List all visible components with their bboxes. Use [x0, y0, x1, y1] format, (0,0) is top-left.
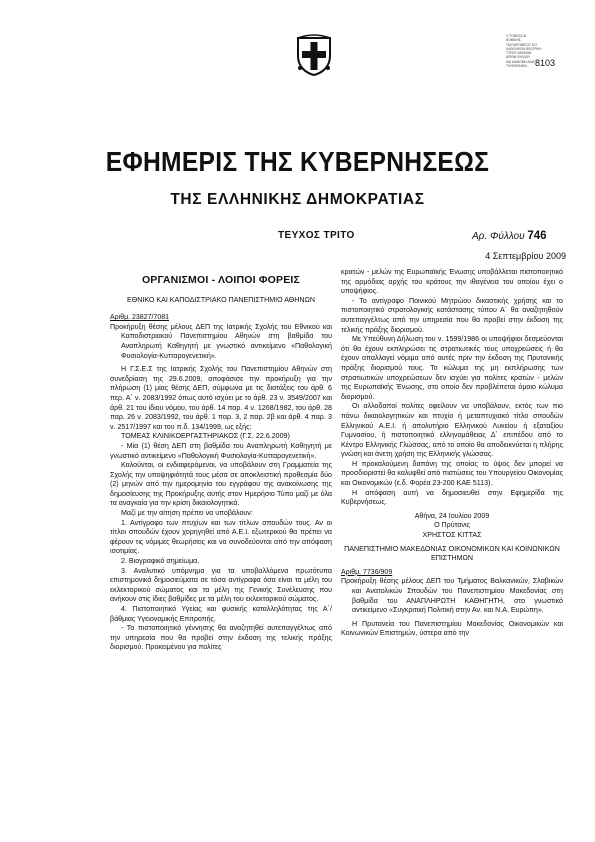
decision-reference: Αριθμ. 7736/909	[341, 568, 393, 576]
sheet-number	[472, 230, 547, 242]
institution-heading: ΕΘΝΙΚΟ ΚΑΙ ΚΑΠΟΔΙΣΤΡΙΑΚΟ ΠΑΝΕΠΙΣΤΗΜΙΟ ΑΘΗΝΩΝ	[127, 295, 315, 304]
masthead-subtitle: ΤΗΣ ΕΛΛΗΝΙΚΗΣ ΔΗΜΟΚΡΑΤΙΑΣ	[170, 191, 425, 208]
paragraph: 3. Αναλυτικό υπόμνημα για τα υποβαλλόμενα πρωτότυπα επιστημονικά δημοσιεύματα σε τόσα αντίγραφα όσα είναι τα μέλη του εκλεκτορικού σώματος και τα μέλη της Γενικής Συνέλευσης που ανήκουν στις ίδιες βαθμίδες με τα μέλη του εκλεκτορικού σώματος.	[110, 566, 332, 604]
decision-summary: Προκήρυξη θέσης μέλους ΔΕΠ του Τμήματος Βαλκανικών, Σλαβικών και Ανατολικών Σπουδών του Πανεπιστημίου Μακεδονίας στη βαθμίδα του ΑΝΑΠΛΗΡΩΤΗ ΚΑΘΗΓΗΤΗ, στο γνωστικό αντικείμενο «Συγκριτική Πολιτική στην Αν. και Ν.Α. Ευρώπη».	[341, 577, 563, 615]
paragraph: - Το αντίγραφο Ποινικού Μητρώου δικαστικής χρήσης και το πιστοποιητικό στρατολογικής κατάστασης τύπου Α΄ θα αναζητηθούν αυτεπαγγέλτως από την υπηρεσία που θα προβεί στην έκδοση της τελικής πράξης διορισμού.	[341, 296, 563, 334]
paragraph: Η προκαλούμενη δαπάνη της οποίας το ύψος δεν μπορεί να προσδιοριστεί θα καλυφθεί από πιστώσεις του Υπουργείου Οικονομίας και Οικονομικών (ε.δ. Φορέα 23-200 ΚΑΕ 5113).	[341, 459, 563, 488]
issue-series: ΤΕΥΧΟΣ ΤΡΙΤΟ	[278, 230, 355, 241]
paragraph: Η Πρυτανεία του Πανεπιστημίου Μακεδονίας Οικονομικών και Κοινωνικών Επιστημών, ύστερα από την	[341, 619, 563, 638]
signature-title: Ο Πρύτανις	[434, 521, 470, 530]
paragraph: ΤΟΜΕΑΣ ΚΛΙΝΙΚΟΕΡΓΑΣΤΗΡΙΑΚΟΣ (Γ.Σ. 22.6.2009)	[121, 432, 290, 441]
decision-reference: Αριθμ. 23827/7081	[110, 314, 170, 322]
sheet-number-value: 746	[527, 230, 547, 242]
paragraph: Καλούνται, οι ενδιαφερόμενοι, να υποβάλουν στη Γραμματεία της Σχολής την υποψηφιότητά τους μέσα σε αποκλειστική προθεσμία δύο (2) μηνών από την ημερομηνία του εγγράφου της ανακοίνωσης της δημοσίευσης της Προκήρυξης αυτής στον Ημερήσιο Τύπο μαζί με όλα τα αναγκαία για την κρίση δικαιολογητικά.	[110, 461, 332, 508]
signature-name: ΧΡΗΣΤΟΣ ΚΙΤΤΑΣ	[422, 531, 482, 540]
paragraph: 4. Πιστοποιητικό Υγείας και φυσικής καταλληλότητας της Α΄/βάθμιας Υγειονομικής Επιτροπής.	[110, 605, 332, 623]
section-heading: ΟΡΓΑΝΙΣΜΟΙ - ΛΟΙΠΟΙ ΦΟΡΕΙΣ	[141, 274, 301, 286]
institution-heading: ΠΑΝΕΠΙΣΤΗΜΙΟ ΜΑΚΕΔΟΝΙΑΣ ΟΙΚΟΝΟΜΙΚΩΝ ΚΑΙ ΚΟΙΝΩΝΙΚΩΝ ΕΠΙΣΤΗΜΩΝ	[344, 544, 560, 563]
signature-place-date: Αθήνα, 24 Ιουλίου 2009	[414, 511, 490, 520]
publisher-info: Ο ΤΟΜΕΑΣ ΑΙ ΝΟΜΙΚΗΣ ΤΑΧΥΔΡΟΜΕΙΟΥ ΣΙΟ ΚΑΘΟΛΙΚΩΝ ΘΕΑΤΡΙΚΗ ΤΥΠΟΥ ΑΘΗΝΩΝ ΑΡΙΘΜ ΦΥΛΛΟΥ ΚΑΙ ΔΙΑΝΟΜΗ ΑΔΙΑ ΤΗΛΕΦΩΝΙΚΑ	[506, 34, 542, 69]
issue-date: 4 Σεπτεμβρίου 2009	[485, 251, 566, 261]
paragraph: Η Γ.Σ.Ε.Σ της Ιατρικής Σχολής του Πανεπιστημίου Αθηνών στη συνεδρίαση της 29.6.2009, αποφάσισε την προκήρυξη για την πλήρωση (1) μίας θέσης ΔΕΠ, σύμφωνα με τις διατάξεις του άρθ. 6 περ. Α΄ ν. 2083/1992 όπως αυτό ισχύει με το άρθ. 23 ν. 3549/2007 και άρθ. 21 του ίδιου νόμου, του άρθ. 14 παρ. 4 ν. 1268/1982, του άρθ. 28 παρ. 26 ν. 2083/1992, του άρθ. 1 παρ. 3, 2 παρ. 2β και άρθ. 4 παρ. 3 ν. 2517/1997 και του π.δ. 134/1999, ως εξής:	[110, 365, 332, 431]
paragraph: Η απόφαση αυτή να δημοσιευθεί στην Εφημερίδα της Κυβερνήσεως.	[341, 488, 563, 507]
paragraph: Μαζί με την αίτηση πρέπει να υποβάλουν:	[121, 509, 253, 518]
paragraph: 2. Βιογραφικό σημείωμα.	[121, 557, 200, 566]
page-number: 8103	[535, 58, 556, 68]
paragraph: Οι αλλοδαποί πολίτες οφείλουν να υποβάλουν, εκτός των πιο πάνω δικαιολογητικών και πτυχίο ή μεταπτυχιακό τίτλο σπουδών Ελληνικού Α.Ε.Ι. ή απολυτήριο Ελληνικού Λυκείου ή εξαταξίου Γυμνασίου, ή πιστοποιητικό ελληνομάθειας Δ΄ επιπέδου από το Κέντρο Ελληνικής Γλώσσας, από το οποίο θα αποδεικνύεται η πλήρης γνώση και άνετη χρήση της Ελληνικής γλώσσας.	[341, 402, 563, 459]
paragraph: Με Υπεύθυνη Δήλωση του ν. 1599/1986 οι υποψήφιοι δεσμεύονται ότι θα έχουν εκπληρώσει τις στρατιωτικές τους υποχρεώσεις ή θα έχουν απαλλαγεί νόμιμα από αυτές πριν την έκδοση της Πρυτανικής πράξης διορισμού τους. Το κώλυμα της μη εκπλήρωσης των στρατιωτικών υποχρεώσεων δεν ισχύει για πολίτες κρατών - μελών της Ευρωπαϊκής Ένωσης, στο οποίο δεν προβλέπεται όμοιο κώλυμα διορισμού.	[341, 335, 563, 401]
left-column	[110, 268, 332, 653]
greek-coat-of-arms-icon	[294, 34, 334, 76]
paragraph: 1. Αντίγραφο των πτυχίων και των τίτλων σπουδών τους. Αν οι τίτλοι σπουδών έχουν χορηγηθεί από Α.Ε.Ι. εξωτερικού θα πρέπει να φέρουν τις νόμιμες θεωρήσεις και να συνοδεύονται από την απόφαση ισοτιμίας.	[110, 518, 332, 556]
paragraph: κρατών - μελών της Ευρωπαϊκής Ένωσης υποβάλλεται πιστοποιητικό της αρμόδιας αρχής του κράτους την ιθαγένεια του οποίου έχει ο υποψήφιος.	[341, 268, 563, 296]
decision-summary: Προκήρυξη θέσης μέλους ΔΕΠ της Ιατρικής Σχολής του Εθνικού και Καποδιστριακού Πανεπιστημίου Αθηνών στη βαθμίδα του Αναπληρωτή Καθηγητή με γνωστικό αντικείμενο «Παθολογική Φυσιολογία-Κυτταρογενετική».	[110, 322, 332, 360]
right-column	[341, 268, 563, 639]
masthead-title: ΕΦΗΜΕΡΙΣ ΤΗΣ ΚΥΒΕΡΝΗΣΕΩΣ	[105, 146, 490, 177]
sheet-label: Αρ. Φύλλου	[472, 231, 525, 242]
paragraph: - Το πιστοποιητικό γέννησης θα αναζητηθεί αυτεπαγγέλτως από την υπηρεσία που θα προβεί στην έκδοση της τελικής πράξης διορισμού. Προκειμένου για πολίτες	[110, 624, 332, 652]
paragraph: - Μία (1) θέση ΔΕΠ στη βαθμίδα του Αναπληρωτή Καθηγητή με γνωστικό αντικείμενο «Παθολογική Φυσιολογία-Κυτταρογενετική».	[110, 441, 332, 460]
